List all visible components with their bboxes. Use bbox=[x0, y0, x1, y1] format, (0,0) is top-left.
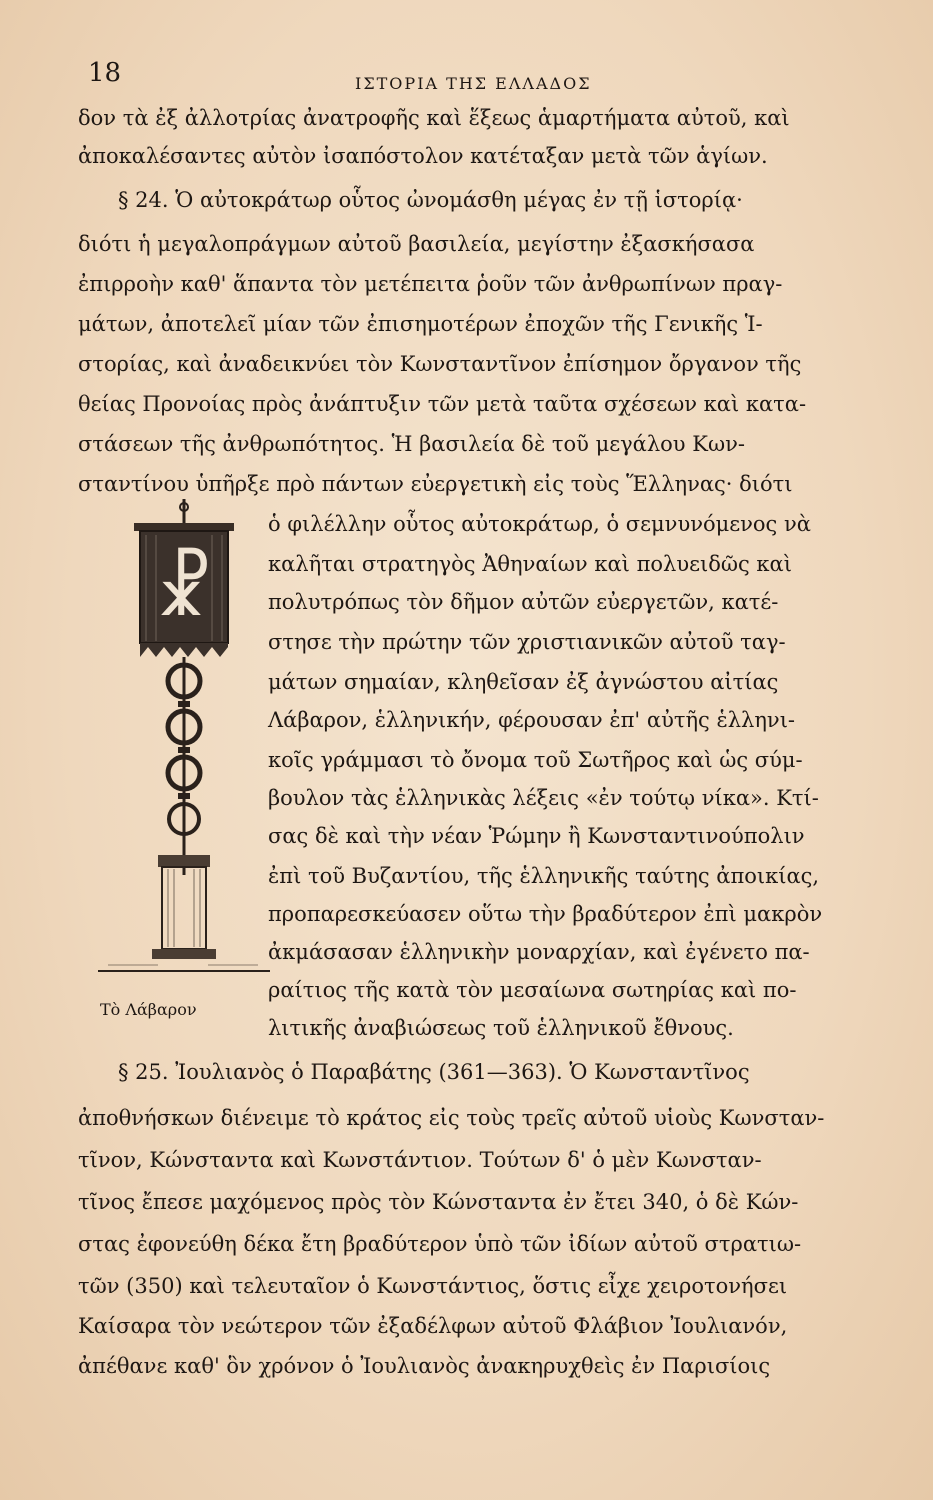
text-line: ἐπιρροὴν καθ' ἅπαντα τὸν μετέπειτα ῥοῦν τῶν ἀνθρωπίνων πραγ- bbox=[78, 272, 783, 296]
text-line: στησε τὴν πρώτην τῶν χριστιανικῶν αὐτοῦ ταγ- bbox=[268, 630, 786, 654]
text-line: πολυτρόπως τὸν δῆμον αὐτῶν εὐεργετῶν, κατέ- bbox=[268, 590, 779, 614]
text-line: ἐπὶ τοῦ Βυζαντίου, τῆς ἑλληνικῆς ταύτης ἀποικίας, bbox=[268, 864, 820, 888]
text-line: ἀκμάσασαν ἑλληνικὴν μοναρχίαν, καὶ ἐγένετο πα- bbox=[268, 940, 810, 964]
labarum-illustration bbox=[98, 495, 270, 985]
section-25-heading-line: § 25. Ἰουλιανὸς ὁ Παραβάτης (361—363). Ὁ Κωνσταντῖνος bbox=[118, 1060, 750, 1084]
labarum-drawing bbox=[98, 495, 270, 985]
text-line: μάτων, ἀποτελεῖ μίαν τῶν ἐπισημοτέρων ἐποχῶν τῆς Γενικῆς Ἱ- bbox=[78, 312, 763, 336]
text-line: Καίσαρα τὸν νεώτερον τῶν ἐξαδέλφων αὐτοῦ Φλάβιον Ἰουλιανόν, bbox=[78, 1314, 788, 1338]
text-line: τῶν (350) καὶ τελευταῖον ὁ Κωνστάντιος, ὅστις εἶχε χειροτονήσει bbox=[78, 1274, 788, 1298]
text-line: διότι ἡ μεγαλοπράγμων αὐτοῦ βασιλεία, μεγίστην ἐξασκήσασα bbox=[78, 232, 755, 256]
text-line: Λάβαρον, ἑλληνικήν, φέρουσαν ἐπ' αὐτῆς ἑλληνι- bbox=[268, 708, 796, 732]
text-line: μάτων σημαίαν, κληθεῖσαν ἐξ ἀγνώστου αἰτίας bbox=[268, 670, 779, 694]
chi-rho-monogram: ☧ bbox=[155, 547, 213, 633]
text-line: σταντίνου ὑπῆρξε πρὸ πάντων εὐεργετικὴ εἰς τοὺς Ἕλληνας· διότι bbox=[78, 472, 793, 496]
text-line: λιτικῆς ἀναβιώσεως τοῦ ἑλληνικοῦ ἔθνους. bbox=[268, 1016, 734, 1040]
text-line: ἀποθνήσκων διένειμε τὸ κράτος εἰς τοὺς τρεῖς αὐτοῦ υἱοὺς Κωνσταν- bbox=[78, 1106, 825, 1130]
text-line: θείας Προνοίας πρὸς ἀνάπτυξιν τῶν μετὰ ταῦτα σχέσεων καὶ κατα- bbox=[78, 392, 807, 416]
text-line: ὁ φιλέλλην οὗτος αὐτοκράτωρ, ὁ σεμνυνόμενος νὰ bbox=[268, 512, 811, 536]
text-line: τῖνος ἔπεσε μαχόμενος πρὸς τὸν Κώνσταντα ἐν ἔτει 340, ὁ δὲ Κών- bbox=[78, 1190, 799, 1214]
text-line: ἀπέθανε καθ' ὃν χρόνον ὁ Ἰουλιανὸς ἀνακηρυχθεὶς ἐν Παρισίοις bbox=[78, 1354, 771, 1378]
text-line: στορίας, καὶ ἀναδεικνύει τὸν Κωνσταντῖνον ἐπίσημον ὄργανον τῆς bbox=[78, 352, 802, 376]
text-line: προπαρεσκεύασεν οὕτω τὴν βραδύτερον ἐπὶ μακρὸν bbox=[268, 902, 823, 926]
text-line: σας δὲ καὶ τὴν νέαν Ῥώμην ἢ Κωνσταντινούπολιν bbox=[268, 824, 805, 848]
section-24-heading-line: § 24. Ὁ αὐτοκράτωρ οὗτος ὠνομάσθη μέγας ἐν τῇ ἱστορίᾳ· bbox=[118, 188, 743, 212]
text-line: τῖνον, Κώνσταντα καὶ Κωνστάντιον. Τούτων δ' ὁ μὲν Κωνσταν- bbox=[78, 1148, 762, 1172]
figure-caption: Τὸ Λάβαρον bbox=[100, 1000, 197, 1019]
text-line: στάσεων τῆς ἀνθρωπότητος. Ἡ βασιλεία δὲ τοῦ μεγάλου Κων- bbox=[78, 432, 745, 456]
text-line: στας ἐφονεύθη δέκα ἔτη βραδύτερον ὑπὸ τῶν ἰδίων αὐτοῦ στρατιω- bbox=[78, 1232, 802, 1256]
text-line: ἀποκαλέσαντες αὐτὸν ἰσαπόστολον κατέταξαν μετὰ τῶν ἁγίων. bbox=[78, 144, 768, 168]
text-line: καλῆται στρατηγὸς Ἀθηναίων καὶ πολυειδῶς καὶ bbox=[268, 552, 792, 576]
running-head: ΙΣΤΟΡΙΑ ΤΗΣ ΕΛΛΑΔΟΣ bbox=[355, 74, 592, 93]
text-line: κοῖς γράμμασι τὸ ὄνομα τοῦ Σωτῆρος καὶ ὡς σύμ- bbox=[268, 748, 803, 772]
text-line: ραίτιος τῆς κατὰ τὸν μεσαίωνα σωτηρίας καὶ πο- bbox=[268, 978, 797, 1002]
text-line: βουλον τὰς ἑλληνικὰς λέξεις «ἐν τούτῳ νίκα». Κτί- bbox=[268, 786, 819, 810]
text-line: δον τὰ ἐξ ἀλλοτρίας ἀνατροφῆς καὶ ἕξεως ἁμαρτήματα αὐτοῦ, καὶ bbox=[78, 106, 790, 130]
page-number: 18 bbox=[88, 58, 122, 88]
